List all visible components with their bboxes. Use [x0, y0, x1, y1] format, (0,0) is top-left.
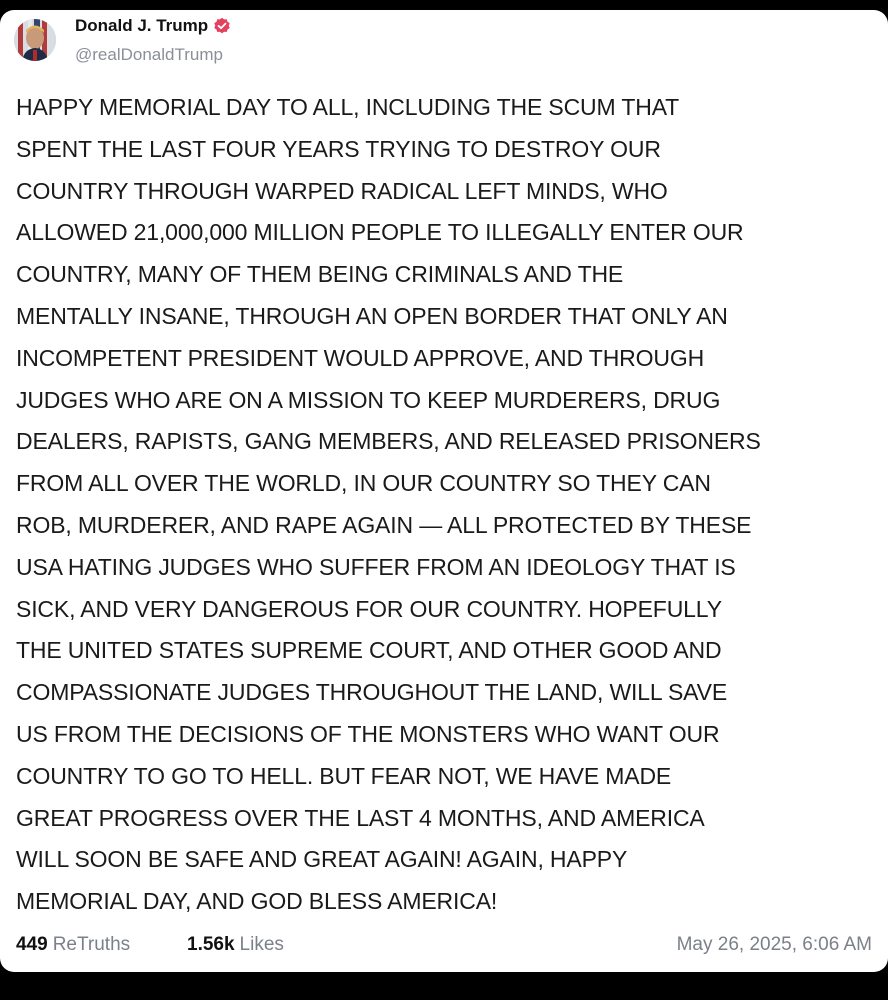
post-header — [0, 10, 888, 80]
post-card — [0, 10, 888, 972]
post-body-text: HAPPY MEMORIAL DAY TO ALL, INCLUDING THE SCUM THAT SPENT THE LAST FOUR YEARS TRYING TO DESTROY OUR COUNTRY THROUGH WARPED RADICAL LEFT MINDS, WHO ALLOWED 21,000,000 MILLION PEOPLE TO ILLEGALLY ENTER OUR COUNTRY, MANY OF THEM BEING CRIMINALS AND THE MENTALLY INSANE, THROUGH AN OPEN BORDER THAT ONLY AN INCOMPETENT PRESIDENT WOULD APPROVE, AND THROUGH JUDGES WHO ARE ON A MISSION TO KEEP MURDERERS, DRUG DEALERS, RAPISTS, GANG MEMBERS, AND RELEASED PRISONERS FROM ALL OVER THE WORLD, IN OUR COUNTRY SO THEY CAN ROB, MURDERER, AND RAPE AGAIN — ALL PROTECTED BY THESE USA HATING JUDGES WHO SUFFER FROM AN IDEOLOGY THAT IS SICK, AND VERY DANGEROUS FOR OUR COUNTRY. HOPEFULLY THE UNITED STATES SUPREME COURT, AND OTHER GOOD AND COMPASSIONATE JUDGES THROUGHOUT THE LAND, WILL SAVE US FROM THE DECISIONS OF THE MONSTERS WHO WANT OUR COUNTRY TO GO TO HELL. BUT FEAR NOT, WE HAVE MADE GREAT PROGRESS OVER THE LAST 4 MONTHS, AND AMERICA WILL SOON BE SAFE AND GREAT AGAIN! AGAIN, HAPPY MEMORIAL DAY, AND GOD BLESS AMERICA! — [16, 94, 761, 915]
post-footer — [16, 934, 872, 962]
author-name-row — [75, 14, 231, 38]
likes-stat[interactable] — [187, 934, 284, 956]
author-display-name[interactable]: Donald J. Trump — [75, 16, 209, 35]
verified-badge-icon — [213, 17, 231, 35]
likes-label: Likes — [239, 934, 284, 955]
retruths-label: ReTruths — [52, 934, 131, 955]
top-letterbox — [0, 0, 888, 10]
retruths-count: 449 — [16, 934, 48, 955]
bottom-letterbox — [0, 972, 888, 1000]
avatar[interactable] — [14, 19, 56, 61]
post-timestamp[interactable]: May 26, 2025, 6:06 AM — [676, 934, 872, 955]
likes-count: 1.56k — [187, 934, 235, 955]
author-handle[interactable]: @realDonaldTrump — [75, 45, 223, 64]
avatar-image — [14, 19, 56, 61]
retruths-stat[interactable] — [16, 934, 130, 956]
